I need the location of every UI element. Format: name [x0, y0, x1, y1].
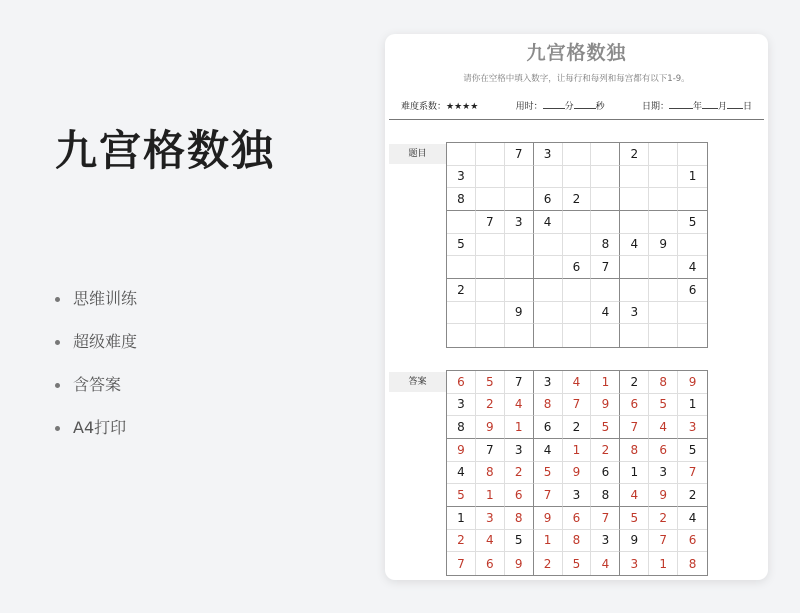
sudoku-cell — [620, 324, 649, 347]
sudoku-cell — [591, 211, 620, 234]
sudoku-cell: 7 — [476, 211, 505, 234]
sudoku-cell: 1 — [620, 462, 649, 485]
sudoku-cell: 6 — [678, 530, 707, 553]
sudoku-cell: 4 — [678, 256, 707, 279]
sudoku-cell: 5 — [591, 416, 620, 439]
sudoku-cell: 8 — [591, 234, 620, 257]
sudoku-cell: 9 — [678, 371, 707, 394]
sudoku-cell — [591, 143, 620, 166]
puzzle-label: 题目 — [389, 144, 446, 164]
sudoku-cell: 8 — [620, 439, 649, 462]
sudoku-cell: 5 — [678, 211, 707, 234]
sudoku-cell — [476, 143, 505, 166]
sudoku-cell: 9 — [591, 394, 620, 417]
sudoku-cell: 5 — [620, 507, 649, 530]
sheet-title: 九宫格数独 — [526, 42, 627, 64]
sudoku-cell: 6 — [563, 256, 592, 279]
sudoku-cell — [649, 256, 678, 279]
sudoku-cell — [476, 166, 505, 189]
sudoku-cell: 3 — [620, 302, 649, 325]
sudoku-cell — [505, 256, 534, 279]
bullet-icon — [55, 297, 60, 302]
sudoku-cell: 4 — [534, 439, 563, 462]
sudoku-cell: 3 — [620, 552, 649, 575]
sudoku-cell — [620, 279, 649, 302]
sudoku-cell: 8 — [649, 371, 678, 394]
sudoku-cell — [447, 302, 476, 325]
sudoku-cell: 6 — [649, 439, 678, 462]
sudoku-cell: 2 — [563, 416, 592, 439]
sudoku-cell: 7 — [620, 416, 649, 439]
sudoku-cell: 2 — [620, 371, 649, 394]
sudoku-cell: 8 — [688, 556, 697, 571]
sudoku-cell: 7 — [563, 394, 592, 417]
sudoku-cell: 1 — [476, 484, 505, 507]
sudoku-cell: 8 — [505, 507, 534, 530]
sudoku-cell: 3 — [505, 211, 534, 234]
sudoku-cell — [505, 166, 534, 189]
sudoku-cell: 3 — [476, 507, 505, 530]
sudoku-cell: 9 — [563, 462, 592, 485]
sudoku-cell — [678, 324, 707, 347]
sudoku-cell: 2 — [534, 552, 563, 575]
sudoku-cell: 5 — [678, 439, 707, 462]
sudoku-cell: 4 — [563, 371, 592, 394]
sudoku-cell — [563, 279, 592, 302]
sudoku-cell: 3 — [678, 416, 707, 439]
sudoku-cell: 6 — [591, 462, 620, 485]
bullet-icon — [55, 383, 60, 388]
sudoku-cell: 4 — [534, 211, 563, 234]
sudoku-cell: 2 — [447, 279, 476, 302]
sudoku-cell — [649, 166, 678, 189]
sudoku-cell: 9 — [649, 234, 678, 257]
sudoku-cell: 9 — [534, 507, 563, 530]
sudoku-cell: 5 — [447, 484, 476, 507]
sudoku-cell: 4 — [620, 484, 649, 507]
sudoku-cell: 2 — [505, 462, 534, 485]
time-field: 用时： 分 秒 — [515, 102, 605, 112]
sudoku-cell: 6 — [678, 279, 707, 302]
sudoku-cell — [447, 256, 476, 279]
sudoku-cell: 7 — [505, 371, 534, 394]
feature-item: 思维训练 — [55, 288, 137, 331]
sudoku-cell: 3 — [591, 530, 620, 553]
sudoku-cell — [563, 302, 592, 325]
sudoku-cell: 9 — [505, 552, 534, 575]
sudoku-cell: 9 — [620, 530, 649, 553]
sudoku-cell: 8 — [447, 188, 476, 211]
sudoku-cell: 9 — [649, 484, 678, 507]
sudoku-cell: 1 — [678, 394, 707, 417]
sudoku-cell — [649, 302, 678, 325]
feature-item: A4打印 — [55, 417, 137, 460]
difficulty-stars: ★★★★ — [446, 102, 479, 112]
bullet-icon — [55, 340, 60, 345]
sudoku-cell: 2 — [447, 530, 476, 553]
sudoku-cell: 8 — [591, 484, 620, 507]
answer-label: 答案 — [389, 372, 446, 392]
sudoku-cell: 3 — [534, 143, 563, 166]
sudoku-cell — [678, 143, 707, 166]
sudoku-cell: 1 — [649, 552, 678, 575]
sudoku-cell: 6 — [476, 552, 505, 575]
puzzle-grid — [446, 142, 708, 348]
sudoku-cell — [534, 279, 563, 302]
sudoku-cell: 3 — [505, 439, 534, 462]
sudoku-cell — [649, 211, 678, 234]
sudoku-cell: 8 — [476, 462, 505, 485]
sudoku-cell — [563, 234, 592, 257]
sudoku-cell: 8 — [447, 416, 476, 439]
sudoku-cell: 5 — [505, 530, 534, 553]
sudoku-cell: 4 — [476, 530, 505, 553]
sudoku-cell — [678, 302, 707, 325]
sudoku-cell — [447, 143, 476, 166]
sudoku-cell: 4 — [649, 416, 678, 439]
sheet-instructions: 请你在空格中填入数字，让每行和每列和每宫都有以下1-9。 — [463, 74, 690, 84]
sudoku-cell: 6 — [534, 188, 563, 211]
sudoku-cell — [591, 324, 620, 347]
sudoku-cell: 1 — [563, 439, 592, 462]
sudoku-cell — [591, 188, 620, 211]
sudoku-cell: 7 — [447, 552, 476, 575]
sudoku-cell — [678, 188, 707, 211]
sudoku-cell: 1 — [591, 371, 620, 394]
sudoku-cell: 9 — [447, 439, 476, 462]
sudoku-cell: 3 — [534, 371, 563, 394]
sudoku-cell: 8 — [534, 394, 563, 417]
sudoku-cell — [447, 324, 476, 347]
sudoku-cell — [505, 188, 534, 211]
sudoku-cell — [678, 234, 707, 257]
sudoku-cell: 4 — [678, 507, 707, 530]
sudoku-cell — [649, 188, 678, 211]
sudoku-cell — [620, 188, 649, 211]
sudoku-cell — [620, 211, 649, 234]
sudoku-cell — [534, 302, 563, 325]
difficulty: 难度系数：★★★★ — [401, 102, 479, 112]
sudoku-cell — [476, 302, 505, 325]
sudoku-cell: 7 — [505, 143, 534, 166]
sudoku-cell — [649, 324, 678, 347]
sudoku-cell — [563, 143, 592, 166]
divider — [389, 119, 764, 120]
sudoku-cell: 2 — [678, 484, 707, 507]
sudoku-cell — [534, 256, 563, 279]
sudoku-cell: 2 — [476, 394, 505, 417]
sudoku-cell: 5 — [447, 234, 476, 257]
sudoku-cell: 7 — [591, 507, 620, 530]
sudoku-cell — [591, 279, 620, 302]
sudoku-cell: 2 — [649, 507, 678, 530]
sudoku-cell — [476, 324, 505, 347]
sudoku-cell — [563, 166, 592, 189]
sudoku-cell: 2 — [620, 143, 649, 166]
sudoku-cell — [649, 143, 678, 166]
sudoku-cell: 3 — [447, 394, 476, 417]
sudoku-cell: 5 — [649, 394, 678, 417]
sudoku-cell — [447, 211, 476, 234]
sudoku-cell: 4 — [591, 552, 620, 575]
sudoku-cell: 2 — [591, 439, 620, 462]
answer-grid — [446, 370, 708, 576]
worksheet-preview — [385, 34, 768, 580]
sudoku-cell: 4 — [447, 462, 476, 485]
meta-row — [401, 99, 752, 112]
sudoku-cell: 3 — [563, 484, 592, 507]
sudoku-cell: 6 — [620, 394, 649, 417]
sudoku-cell: 7 — [649, 530, 678, 553]
sudoku-cell: 5 — [534, 462, 563, 485]
sudoku-cell: 5 — [563, 552, 592, 575]
feature-item: 超级难度 — [55, 331, 137, 374]
sudoku-cell: 3 — [649, 462, 678, 485]
sudoku-cell: 6 — [534, 416, 563, 439]
sudoku-cell: 6 — [447, 371, 476, 394]
sudoku-cell: 8 — [563, 530, 592, 553]
sudoku-cell — [591, 166, 620, 189]
feature-item: 含答案 — [55, 374, 137, 417]
sudoku-cell — [476, 188, 505, 211]
sudoku-cell: 7 — [534, 484, 563, 507]
sudoku-cell: 3 — [447, 166, 476, 189]
sudoku-cell: 6 — [505, 484, 534, 507]
sudoku-cell — [505, 234, 534, 257]
hero-title: 九宫格数独 — [55, 126, 276, 175]
sudoku-cell: 7 — [476, 439, 505, 462]
sudoku-cell — [505, 279, 534, 302]
sudoku-cell — [534, 324, 563, 347]
sudoku-cell — [534, 166, 563, 189]
sudoku-cell: 2 — [563, 188, 592, 211]
sudoku-cell: 9 — [476, 416, 505, 439]
sudoku-cell: 1 — [534, 530, 563, 553]
sudoku-cell: 9 — [505, 302, 534, 325]
sudoku-cell — [534, 234, 563, 257]
sudoku-cell: 7 — [678, 462, 707, 485]
sudoku-cell: 6 — [563, 507, 592, 530]
sudoku-cell: 4 — [620, 234, 649, 257]
date-field: 日期： 年 月 日 — [641, 102, 752, 112]
sudoku-cell — [476, 256, 505, 279]
sudoku-cell — [476, 279, 505, 302]
sudoku-cell — [563, 324, 592, 347]
sudoku-cell: 1 — [678, 166, 707, 189]
sudoku-cell: 7 — [591, 256, 620, 279]
sudoku-cell: 1 — [505, 416, 534, 439]
sudoku-cell: 4 — [505, 394, 534, 417]
sudoku-cell — [476, 234, 505, 257]
sudoku-cell: 5 — [476, 371, 505, 394]
sudoku-cell — [620, 256, 649, 279]
sudoku-cell — [649, 279, 678, 302]
sudoku-cell — [620, 166, 649, 189]
sudoku-cell: 1 — [447, 507, 476, 530]
sudoku-cell — [563, 211, 592, 234]
sudoku-cell — [505, 324, 534, 347]
bullet-icon — [55, 426, 60, 431]
sudoku-cell: 4 — [591, 302, 620, 325]
feature-list — [55, 288, 137, 460]
